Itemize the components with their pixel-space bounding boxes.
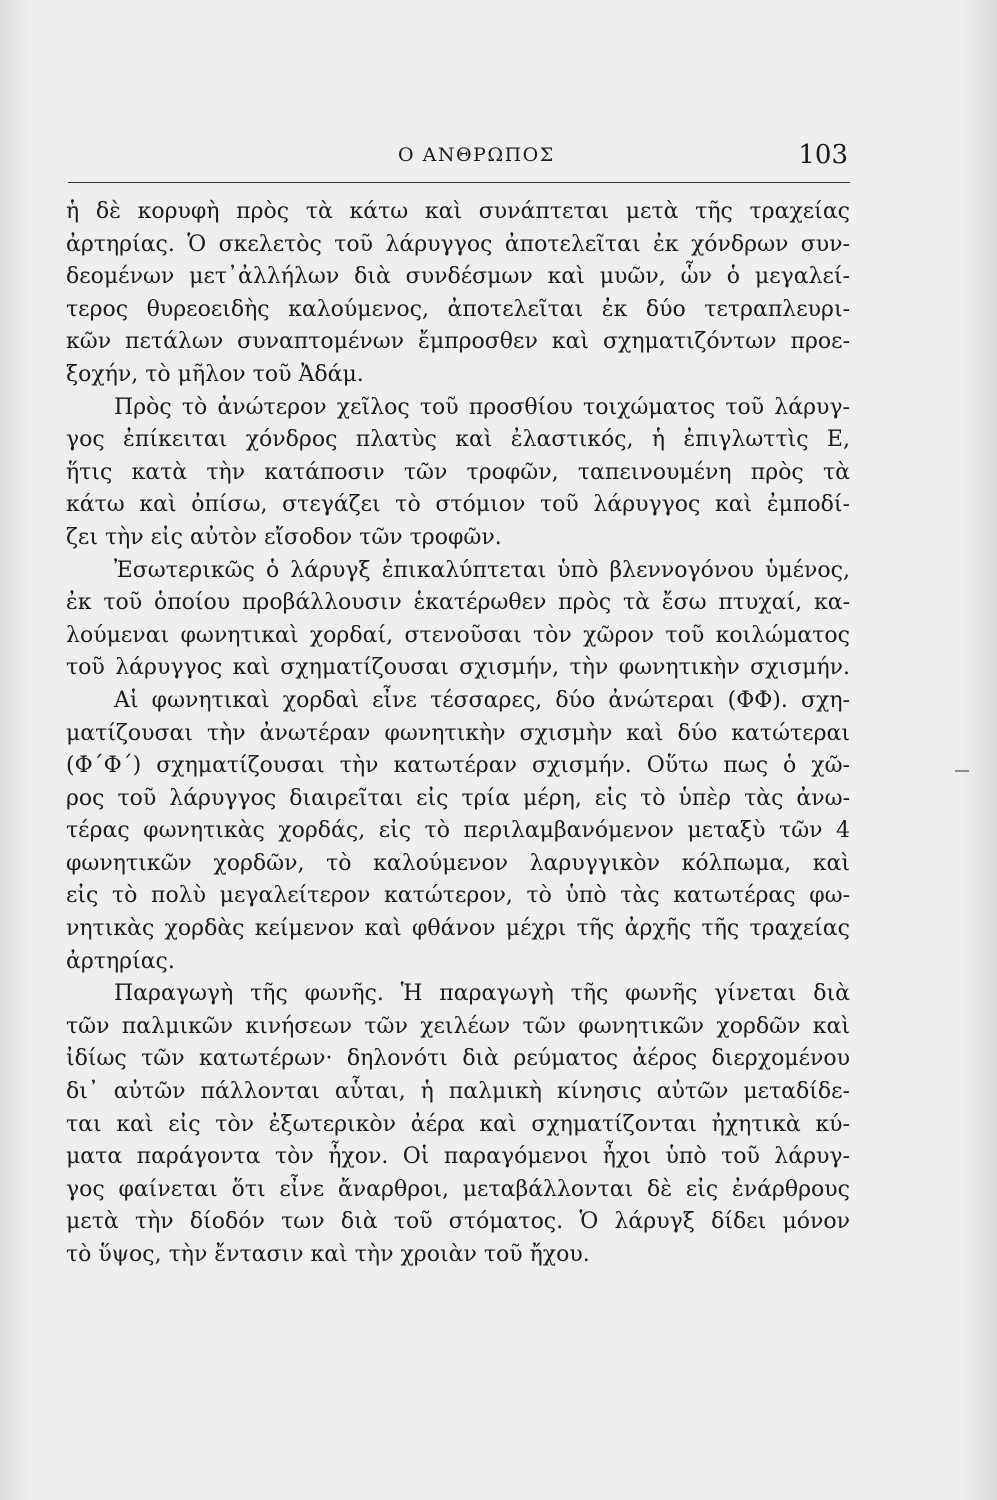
text-line: κάτω καὶ ὀπίσω, στεγάζει τὸ στόμιον τοῦ λάρυγγος καὶ ἐμποδί- (66, 492, 850, 518)
text-line: λούμεναι φωνητικαὶ χορδαί, στενοῦσαι τὸν χῶρον τοῦ κοιλώματος (66, 622, 850, 648)
text-line: φωνητικῶν χορδῶν, τὸ καλούμενον λαρυγγικὸν κόλπωμα, καὶ (66, 850, 850, 876)
text-line: γος ἐπίκειται χόνδρος πλατὺς καὶ ἐλαστικός, ἡ ἐπιγλωττὶς Ε, (66, 427, 850, 453)
paragraph-start-line: Αἱ φωνητικαὶ χορδαὶ εἶνε τέσσαρες, δύο ἀνώτεραι (ΦΦ). σχη- (114, 687, 850, 713)
text-line: ἀρτηρίας. Ὁ σκελετὸς τοῦ λάρυγγος ἀποτελεῖται ἐκ χόνδρων συν- (66, 231, 850, 257)
running-head-title: Ο ΑΝΘΡΩΠΟΣ (398, 144, 555, 166)
body-text (66, 196, 850, 1272)
text-line: γος φαίνεται ὅτι εἶνε ἄναρθροι, μεταβάλλονται δὲ εἰς ἐνάρθρους (66, 1176, 850, 1202)
text-line: ρος τοῦ λάρυγγος διαιρεῖται εἰς τρία μέρη, εἰς τὸ ὑπὲρ τὰς ἀνω- (66, 785, 850, 811)
text-line: ἐκ τοῦ ὁποίου προβάλλουσιν ἑκατέρωθεν πρὸς τὰ ἔσω πτυχαί, κα- (66, 590, 850, 616)
text-line: ζει τὴν εἰς αὐτὸν εἴσοδον τῶν τροφῶν. (66, 524, 502, 550)
text-line: τοῦ λάρυγγος καὶ σχηματίζουσαι σχισμήν, τὴν φωνητικὴν σχισμήν. (66, 655, 850, 681)
paragraph-start-line: Ἐσωτερικῶς ὁ λάρυγξ ἐπικαλύπτεται ὑπὸ βλεννογόνου ὑμένος, (114, 557, 850, 583)
text-line: ἀρτηρίας. (66, 948, 175, 974)
running-head (68, 140, 848, 176)
text-line: ται καὶ εἰς τὸν ἐξωτερικὸν ἀέρα καὶ σχηματίζονται ἠχητικὰ κύ- (66, 1111, 850, 1137)
text-line: μετὰ τὴν δίοδόν των διὰ τοῦ στόματος. Ὁ λάρυγξ δίδει μόνον (66, 1209, 850, 1235)
text-line: ἰδίως τῶν κατωτέρων· δηλονότι διὰ ρεύματος ἀέρος διερχομένου (66, 1046, 850, 1072)
margin-mark (955, 770, 969, 772)
text-line: (Φ΄Φ΄) σχηματίζουσαι τὴν κατωτέραν σχισμήν. Οὕτω πως ὁ χῶ- (66, 753, 850, 779)
text-line: τερος θυρεοειδὴς καλούμενος, ἀποτελεῖται ἐκ δύο τετραπλευρι- (66, 296, 850, 322)
text-line: ματα παράγοντα τὸν ἦχον. Οἱ παραγόμενοι ἦχοι ὑπὸ τοῦ λάρυγ- (66, 1144, 850, 1170)
text-line: ξοχήν, τὸ μῆλον τοῦ Ἀδάμ. (66, 361, 364, 387)
text-line: τῶν παλμικῶν κινήσεων τῶν χειλέων τῶν φωνητικῶν χορδῶν καὶ (66, 1013, 850, 1039)
page-number: 103 (798, 140, 848, 170)
text-line: ματίζουσαι τὴν ἀνωτέραν φωνητικὴν σχισμὴν καὶ δύο κατώτεραι (66, 720, 850, 746)
text-line: ἥτις κατὰ τὴν κατάποσιν τῶν τροφῶν, ταπεινουμένη πρὸς τὰ (66, 459, 850, 485)
text-line: τὸ ὕψος, τὴν ἔντασιν καὶ τὴν χροιὰν τοῦ ἤχου. (66, 1242, 590, 1267)
text-line: δι᾿ αὐτῶν πάλλονται αὗται, ἡ παλμικὴ κίνησις αὐτῶν μεταδίδε- (66, 1079, 850, 1105)
text-line: κῶν πετάλων συναπτομένων ἔμπροσθεν καὶ σχηματιζόντων προε- (66, 329, 850, 355)
text-line: νητικὰς χορδὰς κείμενον καὶ φθάνον μέχρι τῆς ἀρχῆς τῆς τραχείας (66, 916, 850, 942)
text-line: δεομένων μετ᾿ἀλλήλων διὰ συνδέσμων καὶ μυῶν, ὧν ὁ μεγαλεί- (66, 264, 850, 290)
text-line: εἰς τὸ πολὺ μεγαλείτερον κατώτερον, τὸ ὑπὸ τὰς κατωτέρας φω- (66, 883, 850, 909)
text-line: ἡ δὲ κορυφὴ πρὸς τὰ κάτω καὶ συνάπτεται μετὰ τῆς τραχείας (66, 199, 850, 224)
text-line: τέρας φωνητικὰς χορδάς, εἰς τὸ περιλαμβανόμενον μεταξὺ τῶν 4 (66, 818, 850, 844)
header-rule (68, 182, 850, 183)
paragraph-start-line: Πρὸς τὸ ἀνώτερον χεῖλος τοῦ προσθίου τοιχώματος τοῦ λάρυγ- (114, 394, 850, 420)
paragraph-start-line: Παραγωγὴ τῆς φωνῆς. Ἡ παραγωγὴ τῆς φωνῆς γίνεται διὰ (114, 981, 850, 1007)
